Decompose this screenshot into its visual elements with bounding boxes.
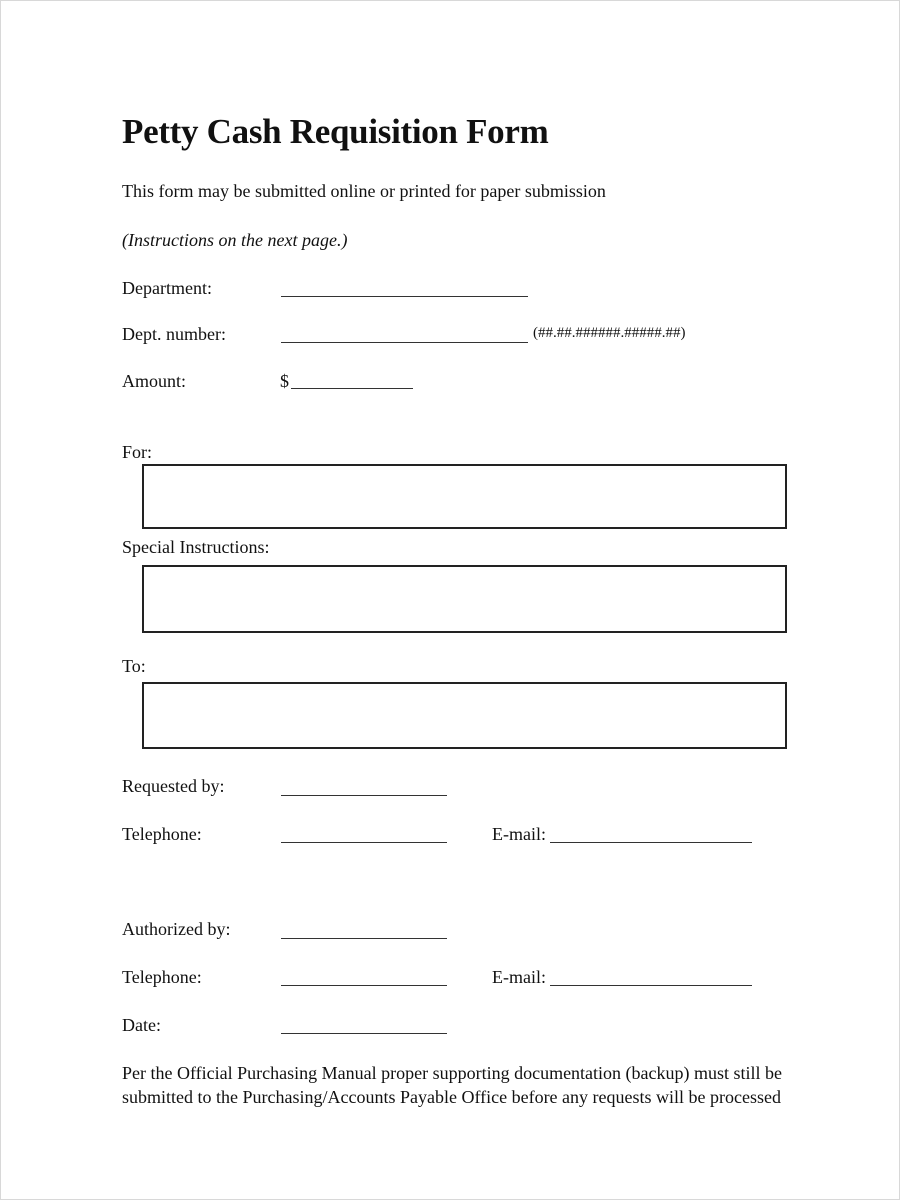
authorizer-email-field[interactable] [550,985,752,986]
page-title: Petty Cash Requisition Form [122,112,549,151]
department-label: Department: [122,278,212,298]
date-label: Date: [122,1015,161,1035]
dept-number-field[interactable] [281,342,528,343]
requested-by-label: Requested by: [122,776,225,796]
amount-field[interactable] [291,388,413,389]
for-textbox[interactable] [142,464,787,529]
requester-telephone-label: Telephone: [122,824,202,844]
authorized-by-field[interactable] [281,938,447,939]
requester-email-field[interactable] [550,842,752,843]
footer-note-line-1: Per the Official Purchasing Manual proper supporting documentation (backup) must still be [122,1063,783,1083]
special-instructions-textbox[interactable] [142,565,787,633]
requester-email-label: E-mail: [492,824,546,844]
dept-number-format-hint: (##.##.######.#####.##) [533,325,686,341]
dept-number-label: Dept. number: [122,324,226,344]
department-field[interactable] [281,296,528,297]
date-field[interactable] [281,1033,447,1034]
to-label: To: [122,656,146,676]
currency-symbol: $ [280,371,289,391]
amount-label: Amount: [122,371,187,391]
authorizer-telephone-field[interactable] [281,985,447,986]
footer-note-line-2: submitted to the Purchasing/Accounts Payable Office before any requests will be processed [122,1087,781,1107]
authorizer-email-label: E-mail: [492,967,546,987]
special-instructions-label: Special Instructions: [122,537,270,557]
authorized-by-label: Authorized by: [122,919,231,939]
instructions-note: (Instructions on the next page.) [122,230,348,250]
requested-by-field[interactable] [281,795,447,796]
authorizer-telephone-label: Telephone: [122,967,202,987]
form-subtitle: This form may be submitted online or printed for paper submission [122,181,606,201]
to-textbox[interactable] [142,682,787,749]
requester-telephone-field[interactable] [281,842,447,843]
for-label: For: [122,442,153,462]
